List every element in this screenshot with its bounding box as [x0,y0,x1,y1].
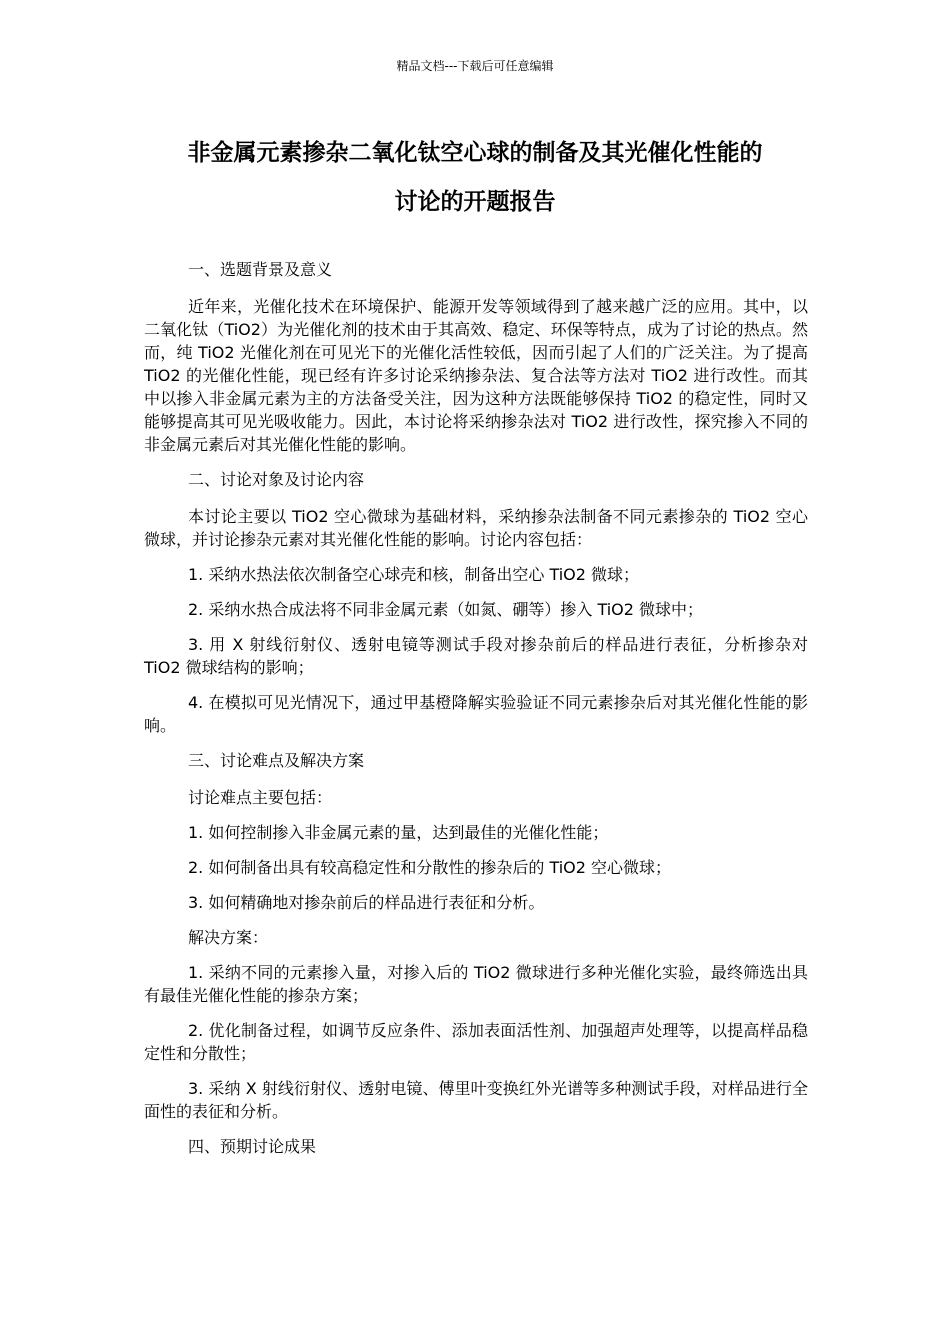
section-heading-3: 三、讨论难点及解决方案 [188,751,365,770]
document-title-line-2: 讨论的开题报告 [394,189,556,215]
list-item: 3. 如何精确地对掺杂前后的样品进行表征和分析。 [188,893,545,912]
list-item: 2. 采纳水热合成法将不同非金属元素（如氮、硼等）掺入 TiO2 微球中； [188,600,704,619]
list-item: 1. 采纳不同的元素掺入量，对掺入后的 TiO2 微球进行多种光催化实验，最终筛选出具有最佳光催化性能的掺杂方案； [144,963,808,1005]
list-item: 3. 采纳 X 射线衍射仪、透射电镜、傅里叶变换红外光谱等多种测试手段，对样品进行全面性的表征和分析。 [144,1079,808,1121]
solution-intro: 解决方案： [188,928,269,947]
section-1-paragraph: 近年来，光催化技术在环境保护、能源开发等领域得到了越来越广泛的应用。其中，以二氧化钛（TiO2）为光催化剂的技术由于其高效、稳定、环保等特点，成为了讨论的热点。然而，纯 TiO2 光催化剂在可见光下的光催化活性较低，因而引起了人们的广泛关注。为了提高 TiO2 的光催化性能，现已经有许多讨论采纳掺杂法、复合法等方法对 TiO2 进行改性。而其中以掺入非金属元素为主的方法备受关注，因为这种方法既能够保持 TiO2 的稳定性，同时又能够提高其可见光吸收能力。因此，本讨论将采纳掺杂法对 TiO2 进行改性，探究掺入不同的非金属元素后对其光催化性能的影响。 [144,297,808,454]
header-note: 精品文档---下载后可任意编辑 [396,59,554,73]
section-heading-4: 四、预期讨论成果 [188,1137,317,1156]
document-body [144,258,808,1172]
list-item: 2. 如何制备出具有较高稳定性和分散性的掺杂后的 TiO2 空心微球； [188,858,672,877]
document-title-line-1: 非金属元素掺杂二氧化钛空心球的制备及其光催化性能的 [187,140,763,166]
list-item: 1. 采纳水热法依次制备空心球壳和核，制备出空心 TiO2 微球； [188,565,640,584]
difficulty-intro: 讨论难点主要包括： [188,788,333,807]
section-2-paragraph: 本讨论主要以 TiO2 空心微球为基础材料，采纳掺杂法制备不同元素掺杂的 TiO2 空心微球，并讨论掺杂元素对其光催化性能的影响。讨论内容包括： [144,507,808,549]
list-item: 2. 优化制备过程，如调节反应条件、添加表面活性剂、加强超声处理等，以提高样品稳定性和分散性； [144,1021,808,1063]
section-heading-2: 二、讨论对象及讨论内容 [188,470,365,489]
list-item: 1. 如何控制掺入非金属元素的量，达到最佳的光催化性能； [188,823,609,842]
list-item: 4. 在模拟可见光情况下，通过甲基橙降解实验验证不同元素掺杂后对其光催化性能的影响。 [144,693,808,735]
list-item: 3. 用 X 射线衍射仪、透射电镜等测试手段对掺杂前后的样品进行表征，分析掺杂对 TiO2 微球结构的影响； [144,635,808,677]
section-heading-1: 一、选题背景及意义 [188,260,333,279]
